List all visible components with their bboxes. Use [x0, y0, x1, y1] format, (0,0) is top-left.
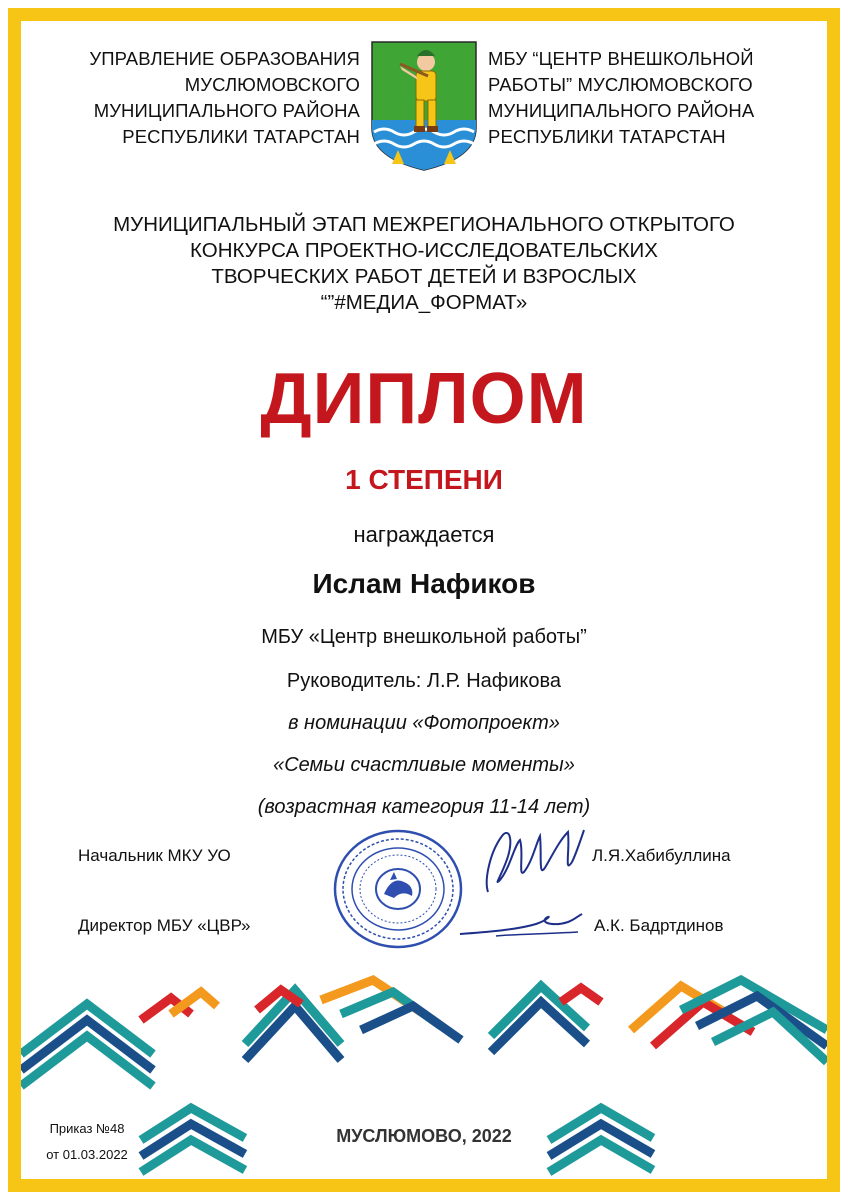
header-left-line: УПРАВЛЕНИЕ ОБРАЗОВАНИЯ — [89, 48, 360, 69]
signature-role-1: Начальник МКУ УО — [78, 846, 231, 865]
official-seal — [332, 828, 464, 950]
contest-line: ТВОРЧЕСКИХ РАБОТ ДЕТЕЙ И ВЗРОСЛЫХ — [211, 265, 637, 288]
organization-line: МБУ «Центр внешкольной работы” — [261, 626, 587, 648]
contest-line: “”#МЕДИА_ФОРМАТ» — [320, 291, 528, 314]
contest-line: МУНИЦИПАЛЬНЫЙ ЭТАП МЕЖРЕГИОНАЛЬНОГО ОТКРЫТОГО — [113, 213, 735, 236]
degree-label: 1 СТЕПЕНИ — [345, 464, 503, 495]
coat-of-arms-emblem — [370, 40, 478, 172]
header-left-line: РЕСПУБЛИКИ ТАТАРСТАН — [122, 126, 360, 147]
age-category-line: (возрастная категория 11-14 лет) — [257, 796, 591, 818]
signature-name-1: Л.Я.Хабибуллина — [592, 846, 731, 865]
header-right-line: МУНИЦИПАЛЬНОГО РАЙОНА — [488, 100, 755, 121]
handwritten-signature — [480, 822, 590, 902]
diploma-title: ДИПЛОМ — [260, 359, 588, 439]
header-right-line: МБУ “ЦЕНТР ВНЕШКОЛЬНОЙ — [488, 48, 754, 69]
order-date: от 01.03.2022 — [46, 1147, 128, 1162]
recipient-name: Ислам Нафиков — [312, 568, 536, 599]
header-left-line: МУСЛЮМОВСКОГО — [184, 74, 360, 95]
order-number: Приказ №48 — [49, 1121, 125, 1136]
contest-title — [40, 212, 808, 316]
header-right-issuer — [488, 46, 808, 150]
work-title-line: «Семьи счастливые моменты» — [273, 754, 575, 776]
nomination-line: в номинации «Фотопроект» — [288, 712, 560, 734]
supervisor-line: Руководитель: Л.Р. Нафикова — [286, 670, 562, 692]
signature-name-2: А.К. Бадртдинов — [594, 916, 724, 935]
header-right-line: РЕСПУБЛИКИ ТАТАРСТАН — [488, 126, 726, 147]
contest-line: КОНКУРСА ПРОЕКТНО-ИССЛЕДОВАТЕЛЬСКИХ — [190, 239, 658, 262]
handwritten-signature — [456, 904, 586, 944]
header-right-line: РАБОТЫ” МУСЛЮМОВСКОГО — [488, 74, 753, 95]
city-year: МУСЛЮМОВО, 2022 — [336, 1126, 512, 1146]
awarded-label: награждается — [353, 522, 495, 547]
header-left-line: МУНИЦИПАЛЬНОГО РАЙОНА — [93, 100, 360, 121]
signature-role-2: Директор МБУ «ЦВР» — [78, 916, 251, 935]
header-left-issuer — [40, 46, 360, 150]
